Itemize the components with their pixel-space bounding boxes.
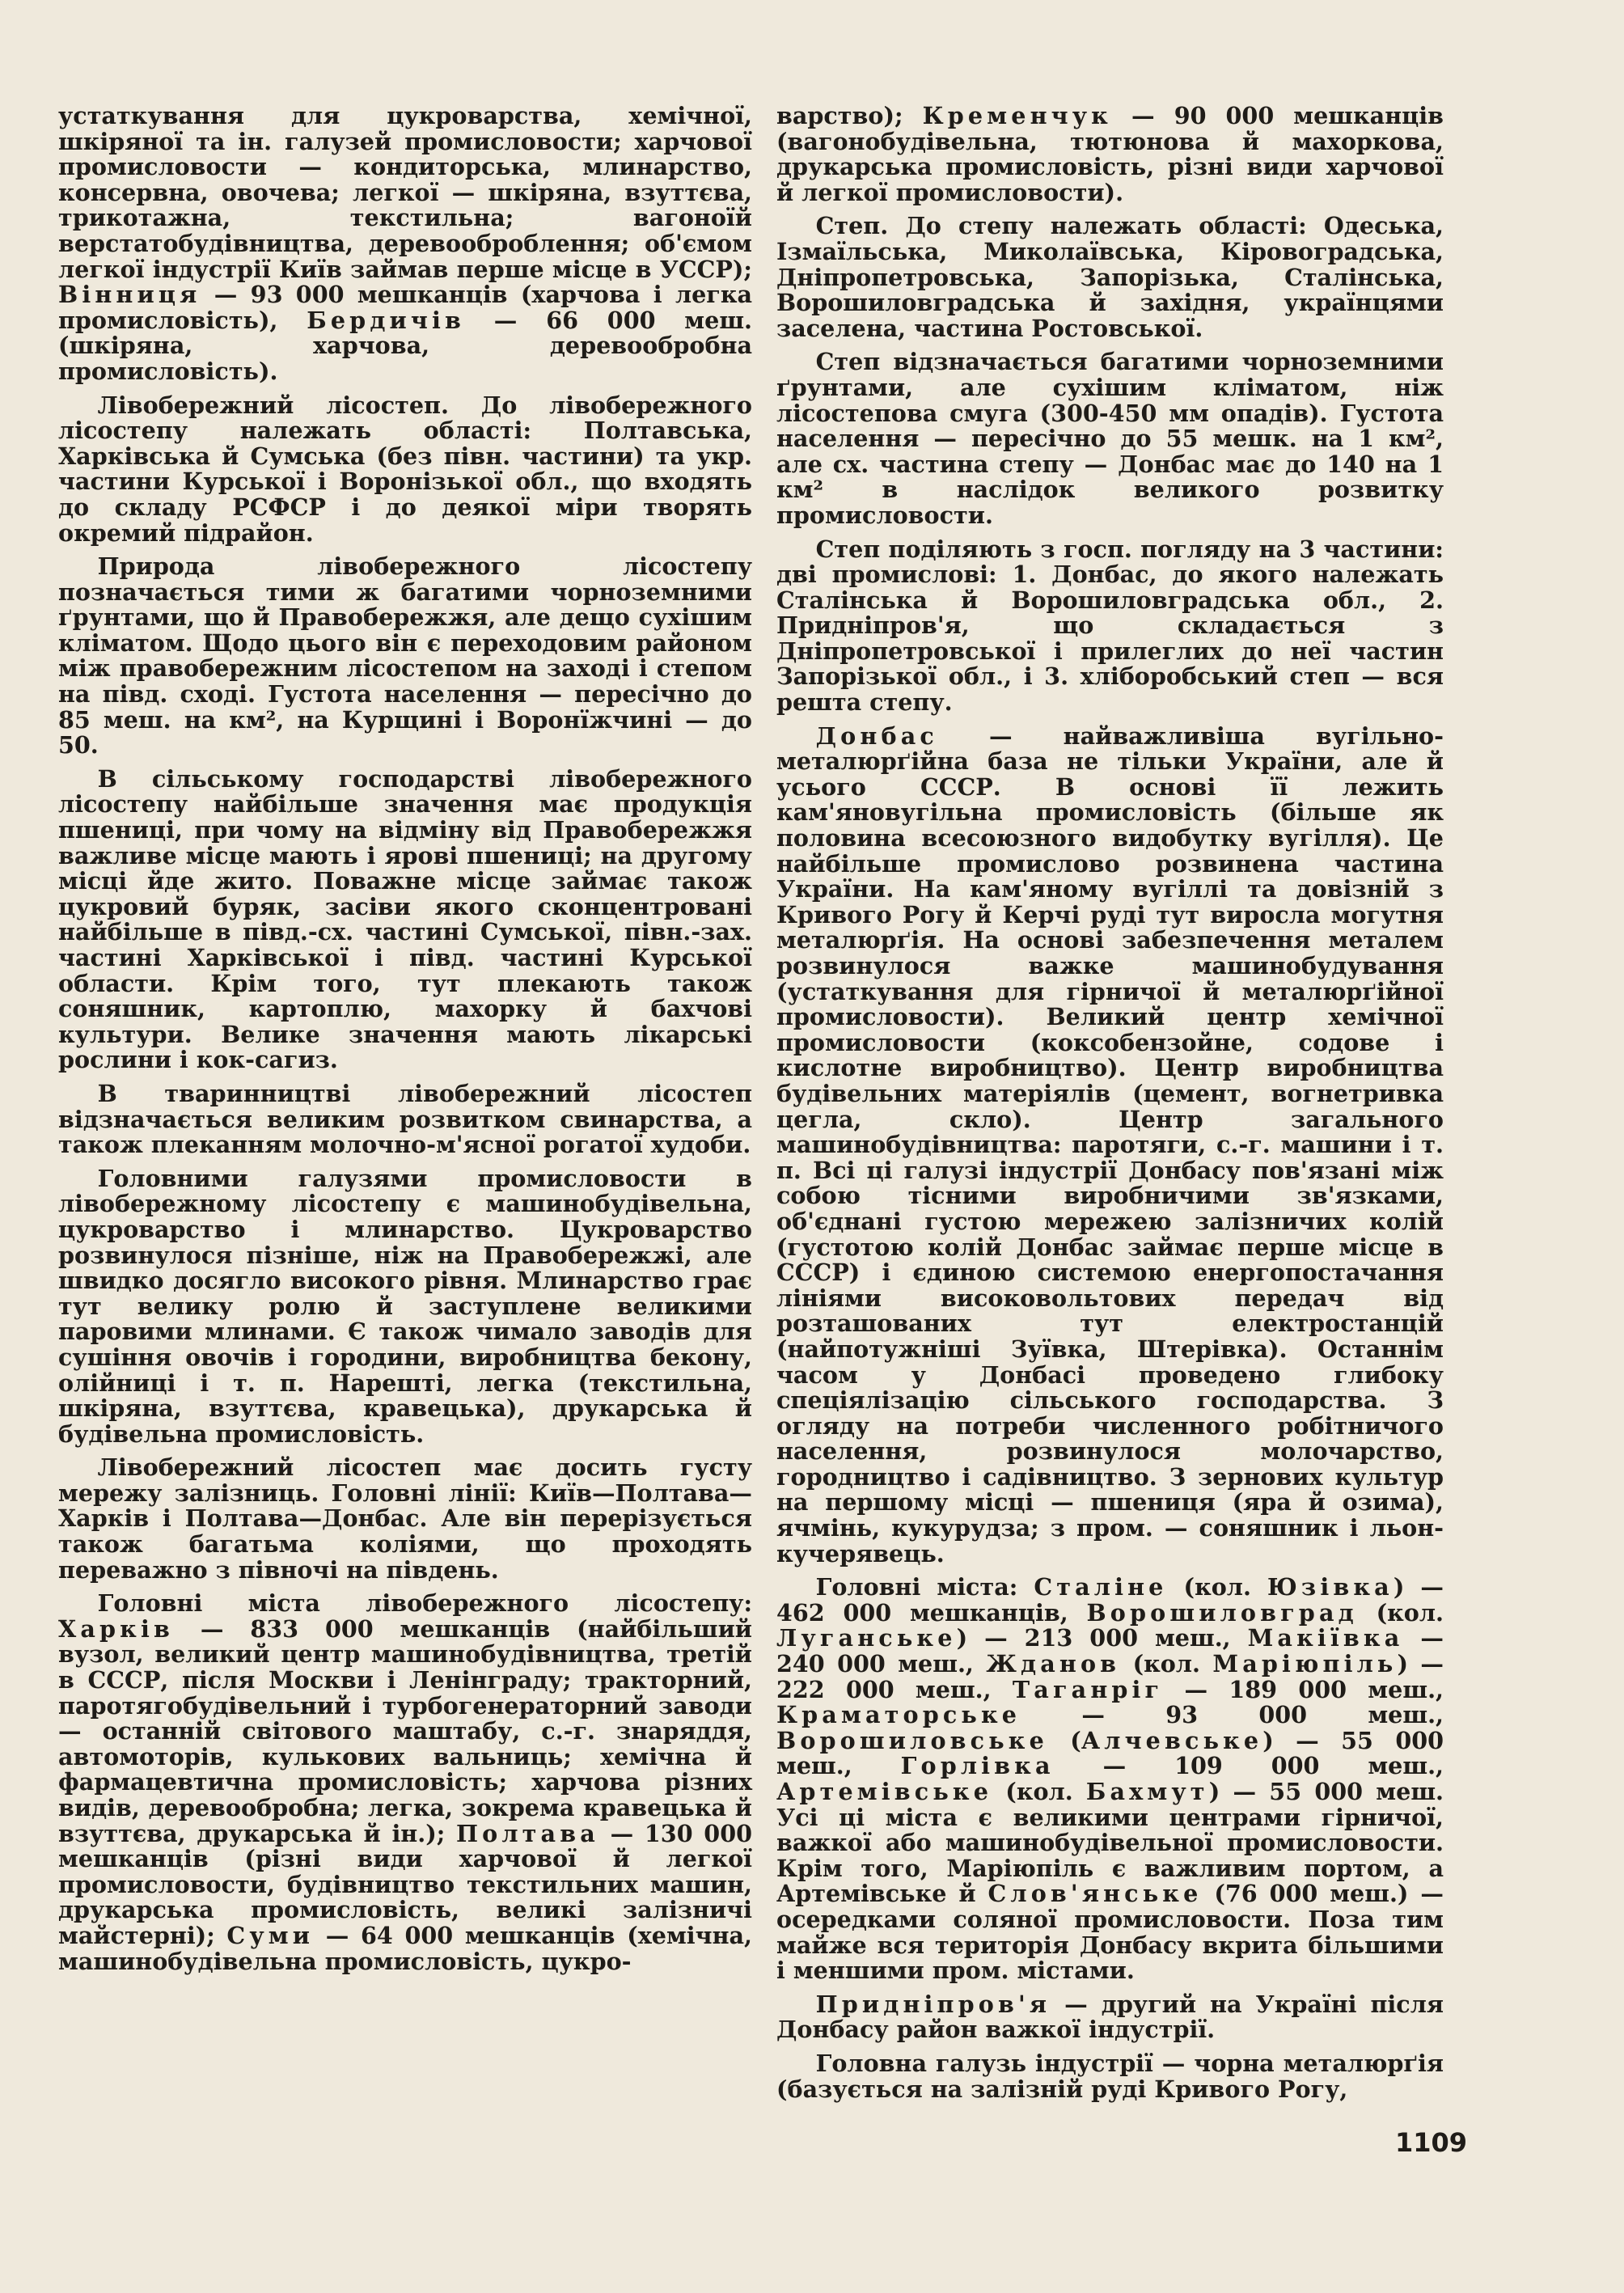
spaced-place-name: Вінниця bbox=[58, 281, 201, 309]
text-run: ) — 222 000 меш., bbox=[776, 1650, 1444, 1703]
page-number: 1109 bbox=[1395, 2127, 1468, 2158]
text-run: Лівобережний лісостеп має досить густу мережу залізниць. Головні лінії: Київ—Полтава—Харків і Полтава—Донбас. Але він перерізується також багатьма коліями, що проходять переважно з півночі на південь. bbox=[58, 1453, 752, 1584]
text-run: В тваринництві лівобережний лісостеп відзначається великим розвитком свинарства, а також плеканням молочно-м'ясної рогатої худоби. bbox=[58, 1079, 752, 1159]
spaced-place-name: Таганріг bbox=[1012, 1675, 1164, 1703]
paragraph bbox=[776, 1575, 1444, 1984]
paragraph bbox=[58, 554, 752, 759]
text-run: — 130 000 мешканців (різні види харчової й легкої промисловости, будівництво текстильних машин, друкарська промисловість, великі залізничі майстерні); bbox=[58, 1819, 752, 1949]
paragraph bbox=[776, 1992, 1444, 2043]
spaced-place-name: Кременчук bbox=[922, 102, 1112, 129]
spaced-place-name: Полтава bbox=[455, 1819, 599, 1847]
paragraph bbox=[776, 104, 1444, 205]
paragraph bbox=[58, 1455, 752, 1583]
spaced-place-name: Слов'янське bbox=[988, 1880, 1203, 1908]
spaced-place-name: Бахмут bbox=[1085, 1778, 1209, 1805]
text-run: — 90 000 мешканців (вагонобудівельна, тютюнова й махоркова, друкарська промисловість, різні види харчової й легкої промисловости). bbox=[776, 102, 1444, 206]
spaced-place-name: Донбас bbox=[815, 721, 938, 750]
text-run: варство); bbox=[776, 102, 923, 129]
text-run: Природа лівобережного лісостепу позначається тими ж багатими чорноземними ґрунтами, що й Правобережжя, але дещо сухішим кліматом. Щодо цього він є переходовим районом між правобережним лісостепом на заході і степом на півд. сході. Густота населення — пересічно до 85 меш. на км², на Курщині і Воронїжчині — до 50. bbox=[58, 552, 752, 759]
spaced-place-name: Краматорське bbox=[776, 1701, 1021, 1729]
spaced-place-name: Юзівка bbox=[1267, 1573, 1394, 1601]
spaced-place-name: Суми bbox=[226, 1921, 315, 1949]
spaced-place-name: Сталіне bbox=[1034, 1573, 1168, 1601]
paragraph bbox=[776, 214, 1444, 341]
text-run: ) — 55 000 меш. Усі ці міста є великими центрами гірничої, важкої або машинобудівельної промисловости. Крім того, Маріюпіль є важливим портом, а Артемівське й bbox=[776, 1778, 1444, 1908]
paragraph bbox=[58, 1591, 752, 1974]
text-run: — 833 000 мешканців (найбільший вузол, великий центр машинобудівництва, третій в СССР, після Москви і Ленінграду; тракторний, паротягобудівельний і турбогенераторний заводи — останній світового маштабу, с.-г. знаряддя, автомоторів, кулькових вальниць; хемічна й фармацевтична промисловість; харчова різних видів, деревообробна; легка, зокрема кравецька й взуттєва, друкарська й ін.); bbox=[58, 1614, 752, 1847]
spaced-place-name: Артемівське bbox=[776, 1778, 993, 1805]
spaced-place-name: Маріюпіль bbox=[1212, 1650, 1398, 1678]
text-run: В сільському господарстві лівобережного лісостепу найбільше значення має продукція пшениці, при чому на відміну від Правобережжя важливе місце мають і ярові пшениці; на другому місці йде жито. Поважне місце займає також цукровий буряк, засіви якого сконцентровані найбільше в півд.-сх. частині Сумської, півн.-зах. частині Харківської і півд. частині Курської области. Крім того, тут плекають також соняшник, картоплю, махорку й бахчові культури. Велике значення мають лікарські рослини і кок-сагиз. bbox=[58, 764, 752, 1074]
text-run: Степ поділяють з госп. погляду на 3 частини: дві промислові: 1. Донбас, до якого належать Сталінська й Ворошиловградська обл., 2. Придніпров'я, що складається з Дніпропетровської і прилеглих до неї частин Запорізької обл., і 3. хліборобський степ — вся решта степу. bbox=[776, 535, 1444, 717]
text-run: ( bbox=[1047, 1726, 1081, 1754]
spaced-place-name: Харків bbox=[58, 1614, 174, 1643]
spaced-place-name: Ворошиловград bbox=[1086, 1598, 1358, 1627]
left-text-column bbox=[58, 104, 752, 1982]
text-run: (76 000 меш.) — осередками соляної промисловости. Поза тим майже вся територія Донбасу вкрита більшими і меншими пром. містами. bbox=[776, 1880, 1444, 1985]
text-run: Головні міста: bbox=[815, 1573, 1034, 1601]
right-text-column bbox=[776, 104, 1444, 2110]
spaced-place-name: Алчевське bbox=[1081, 1726, 1263, 1754]
text-run: ) — 462 000 мешканців, bbox=[776, 1573, 1444, 1627]
spaced-place-name: Ворошиловське bbox=[776, 1726, 1048, 1754]
spaced-place-name: Бердичів bbox=[307, 306, 465, 334]
text-run: ) — 213 000 меш., bbox=[956, 1624, 1248, 1652]
text-run: Степ відзначається багатими чорноземними ґрунтами, але сухішим кліматом, ніж лісостепова смуга (300-450 мм опадів). Густота населення — пересічно до 55 мешк. на 1 км², але сх. частина степу — Донбас має до 140 на 1 км² в наслідок великого розвитку промисловости. bbox=[776, 348, 1444, 529]
spaced-place-name: Жданов bbox=[986, 1650, 1121, 1678]
text-run: Лівобережний лісостеп. До лівобережного лісостепу належать області: Полтавська, Харківська й Сумська (без півн. частини) та укр. частини Курської і Воронізької обл., що входять до складу РСФСР і до деякої міри творять окремий підрайон. bbox=[58, 391, 752, 547]
paragraph bbox=[58, 764, 752, 1074]
text-run: Головні міста лівобережного лісостепу: bbox=[97, 1589, 752, 1618]
paragraph bbox=[58, 1081, 752, 1158]
text-run: — 189 000 меш., bbox=[1163, 1675, 1444, 1703]
spaced-place-name: Макіївка bbox=[1247, 1624, 1404, 1652]
paragraph bbox=[58, 1166, 752, 1448]
text-run: ) — 55 000 меш., bbox=[776, 1726, 1444, 1780]
text-run: — 93 000 меш., bbox=[1021, 1701, 1444, 1729]
text-run: — 64 000 мешканців (хемічна, машинобудівельна промисловість, цукро- bbox=[58, 1921, 753, 1975]
paragraph bbox=[58, 104, 752, 385]
spaced-place-name: Придніпров'я bbox=[815, 1990, 1051, 2018]
spaced-place-name: Луганське bbox=[776, 1624, 957, 1652]
text-run: (кол. bbox=[992, 1778, 1086, 1805]
text-run: — 93 000 мешканців (харчова і легка промисловість), bbox=[58, 281, 752, 334]
paragraph bbox=[776, 537, 1444, 716]
paragraph bbox=[776, 721, 1444, 1567]
text-run: устаткування для цукроварства, хемічної, шкіряної та ін. галузей промисловости; харчової промисловости — кондиторська, млинарство, консервна, овочева; легкої — шкіряна, взуттєва, трикотажна, текстильна; вагоноїй верстатобудівництва, деревооброблення; об'ємом легкої індустрії Київ займав перше місце в УССР); bbox=[58, 102, 752, 283]
text-run: — 109 000 меш., bbox=[1054, 1752, 1444, 1780]
text-run: — найважливіша вугільно-металюрґійна база не тільки України, але й усього СССР. В основі її лежить кам'яновугільна промисловість (більше як половина всесоюзного видобутку вугілля). Це найбільше промислово розвинена частина України. На кам'яному вугіллі та довізній з Кривого Рогу й Керчі руді тут виросла могутня металюрґія. На основі забезпечення металем розвинулося важке машинобудування (устаткування для гірничої й металюрґійної промисловости). Великий центр хемічної промисловости (коксобензойне, содове і кислотне виробництво). Центр виробництва будівельних матеріялів (цемент, вогнетривка цегла, скло). Центр загального машинобудівництва: паротяги, с.-г. машини і т. п. Всі ці галузі індустрії Донбасу пов'язані між собою тісними виробничими зв'язками, об'єднані густою мережею залізничих колій (густотою колій Донбас займає перше місце в СССР) і єдиною системою енергопостачання лініями високовольтових передач від розташованих тут електростанцій (найпотужніші Зуївка, Штерівка). Останнім часом у Донбасі проведено глибоку спеціялізацію сільського господарства. З огляду на потреби численного робітничого населення, розвинулося молочарство, городництво і садівництво. З зернових культур на першому місці — пшениця (яра й озима), ячмінь, кукурудза; з пром. — соняшник і льон-кучерявець. bbox=[776, 721, 1444, 1567]
text-run: (кол. bbox=[1357, 1598, 1444, 1627]
text-run: — 240 000 меш., bbox=[776, 1624, 1444, 1678]
text-run: — 66 000 меш. (шкіряна, харчова, деревообробна промисловість). bbox=[58, 306, 753, 385]
paragraph bbox=[776, 2051, 1444, 2102]
text-run: Головними галузями промисловости в лівобережному лісостепу є машинобудівельна, цукроварство і млинарство. Цукроварство розвинулося пізніше, ніж на Правобережжі, але швидко досягло високого рівня. Млинарство грає тут велику ролю й заступлене великими паровими млинами. Є також чимало заводів для сушіння овочів і городини, виробництва бекону, олійниці і т. п. Нарешті, легка (текстильна, шкіряна, взуттєва, кравецька), друкарська й будівельна промисловість. bbox=[58, 1164, 752, 1448]
text-run: Степ. До степу належать області: Одеська, Ізмаїльська, Миколаївська, Кіровоградська, Дніпропетровська, Запорізька, Сталінська, Ворошиловградська й західня, українцями заселена, частина Ростовської. bbox=[776, 212, 1444, 342]
paragraph bbox=[776, 349, 1444, 528]
spaced-place-name: Горлівка bbox=[900, 1752, 1055, 1780]
text-run: — другий на Україні після Донбасу район важкої індустрії. bbox=[776, 1990, 1444, 2044]
paragraph bbox=[58, 393, 752, 547]
text-run: Головна галузь індустрії — чорна металюрґія (базується на залізній руді Кривого Рогу, bbox=[776, 2049, 1444, 2103]
text-run: (кол. bbox=[1167, 1573, 1267, 1601]
text-run: (кол. bbox=[1120, 1650, 1213, 1678]
